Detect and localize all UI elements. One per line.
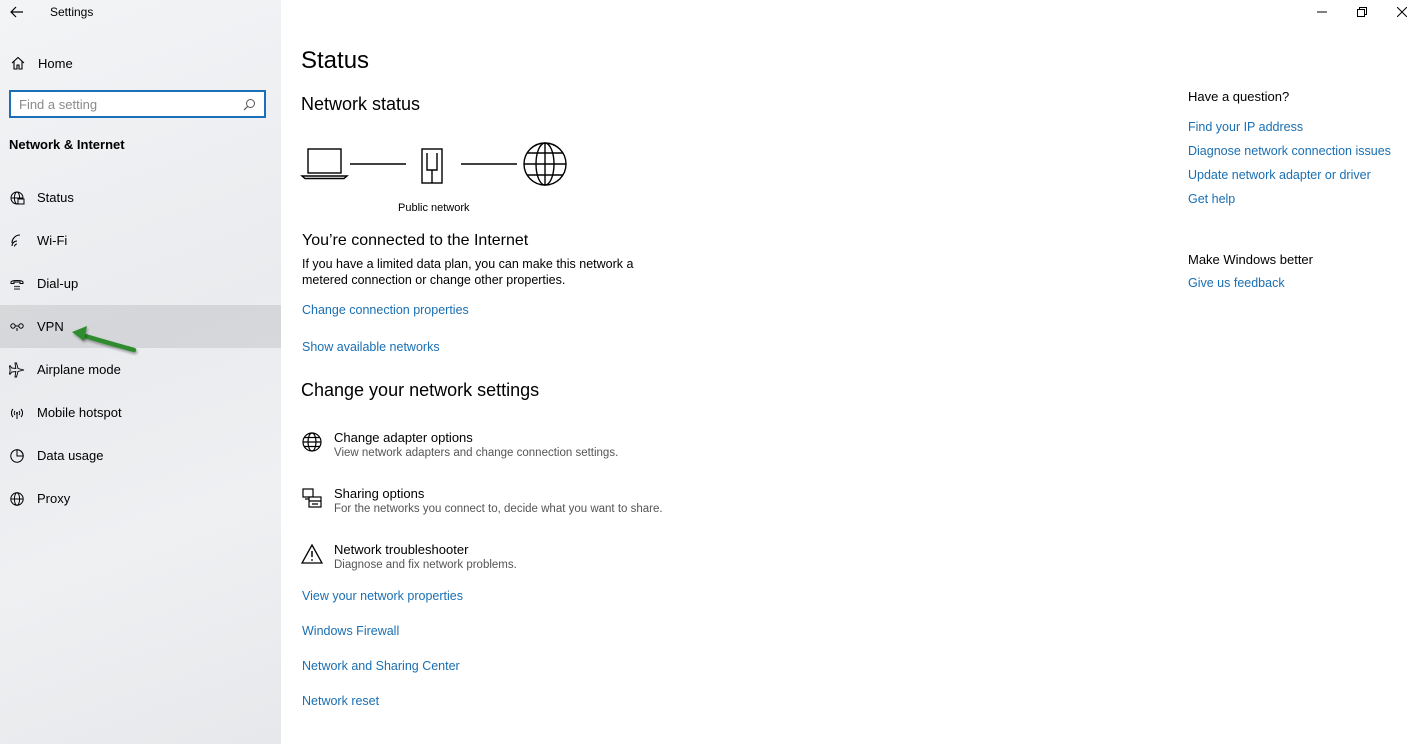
restore-button[interactable] [1342, 0, 1382, 24]
network-troubleshooter[interactable] [300, 542, 720, 582]
sharing-options[interactable] [300, 486, 720, 526]
network-reset-link[interactable]: Network reset [302, 694, 380, 708]
get-help-link[interactable]: Get help [1188, 192, 1236, 206]
sidebar-item-label: Wi-Fi [37, 233, 68, 248]
wifi-icon [8, 232, 26, 250]
find-ip-address-link[interactable]: Find your IP address [1188, 120, 1304, 134]
vpn-icon [8, 318, 26, 336]
connection-status-title: You’re connected to the Internet [302, 232, 529, 249]
app-title: Settings [50, 5, 94, 19]
network-type-label: Public network [398, 202, 470, 214]
page-title: Status [301, 47, 370, 74]
network-diagram [300, 140, 570, 190]
connection-status-description: If you have a limited data plan, you can make this network a metered connection or change other properties. [302, 257, 634, 287]
change-adapter-options[interactable] [300, 430, 720, 470]
airplane-icon [8, 361, 26, 379]
have-a-question-heading: Have a question? [1188, 89, 1290, 104]
sidebar-item-label: Status [37, 190, 74, 205]
laptop-icon [302, 149, 347, 179]
change-settings-heading: Change your network settings [301, 380, 540, 400]
sidebar-item-wifi[interactable] [0, 219, 281, 262]
change-connection-properties-link[interactable]: Change connection properties [302, 303, 469, 317]
search-box[interactable] [9, 90, 266, 118]
sidebar-item-proxy[interactable] [0, 477, 281, 520]
option-title: Sharing options [334, 486, 425, 501]
internet-globe-icon [524, 143, 566, 185]
search-input[interactable] [11, 92, 240, 116]
router-icon [422, 149, 442, 183]
option-description: View network adapters and change connection settings. [334, 447, 619, 459]
windows-firewall-link[interactable]: Windows Firewall [302, 624, 400, 638]
sidebar-item-data-usage[interactable] [0, 434, 281, 477]
make-windows-better-heading: Make Windows better [1188, 252, 1313, 267]
sidebar-item-label: Proxy [37, 491, 71, 506]
diagnose-connection-link[interactable]: Diagnose network connection issues [1188, 144, 1391, 158]
sidebar-item-label: VPN [37, 319, 64, 334]
sidebar-item-label: Airplane mode [37, 362, 121, 377]
option-title: Network troubleshooter [334, 542, 469, 557]
show-available-networks-link[interactable]: Show available networks [302, 340, 440, 354]
hotspot-icon [8, 404, 26, 422]
sidebar [0, 0, 281, 744]
sidebar-item-status[interactable] [0, 176, 281, 219]
adapter-globe-icon [300, 430, 324, 454]
back-arrow-icon [10, 6, 24, 18]
view-network-properties-link[interactable]: View your network properties [302, 589, 463, 603]
sidebar-item-label: Data usage [37, 448, 104, 463]
sidebar-item-dialup[interactable] [0, 262, 281, 305]
warning-icon [300, 542, 324, 566]
annotation-arrow-icon [68, 323, 142, 363]
status-globe-icon [8, 189, 26, 207]
data-usage-icon [8, 447, 26, 465]
close-button[interactable] [1382, 0, 1418, 24]
network-status-heading: Network status [301, 94, 421, 114]
home-icon [10, 55, 26, 71]
restore-icon [1357, 7, 1367, 17]
proxy-globe-icon [8, 490, 26, 508]
minimize-button[interactable] [1302, 0, 1342, 24]
sidebar-item-label: Dial-up [37, 276, 79, 291]
give-feedback-link[interactable]: Give us feedback [1188, 276, 1285, 290]
option-description: For the networks you connect to, decide what you want to share. [334, 503, 663, 515]
dialup-icon [8, 275, 26, 293]
home-button[interactable] [0, 50, 281, 76]
sidebar-item-label: Mobile hotspot [37, 405, 122, 420]
minimize-icon [1317, 7, 1327, 17]
home-label: Home [38, 55, 73, 71]
search-icon[interactable] [240, 95, 258, 113]
option-title: Change adapter options [334, 430, 473, 445]
option-description: Diagnose and fix network problems. [334, 559, 517, 571]
back-button[interactable] [6, 2, 28, 22]
sharing-icon [300, 486, 324, 510]
section-title: Network & Internet [9, 137, 125, 152]
network-sharing-center-link[interactable]: Network and Sharing Center [302, 659, 460, 673]
close-icon [1397, 7, 1407, 17]
title-bar [0, 0, 281, 26]
update-adapter-driver-link[interactable]: Update network adapter or driver [1188, 168, 1371, 182]
sidebar-item-mobile-hotspot[interactable] [0, 391, 281, 434]
